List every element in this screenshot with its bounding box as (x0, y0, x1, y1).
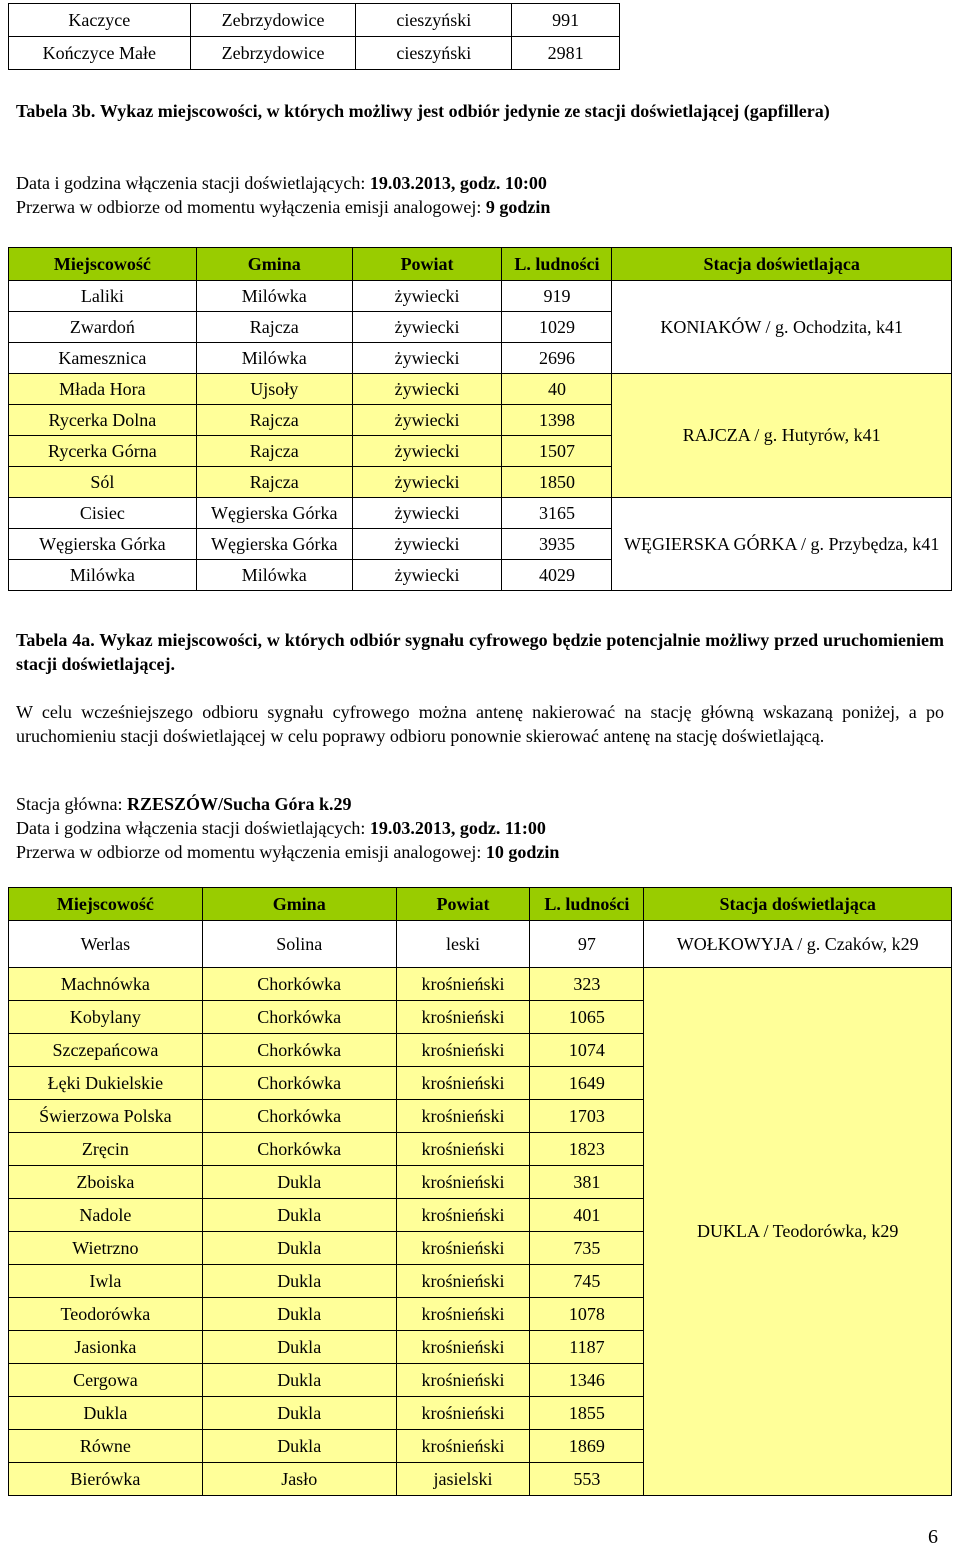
cell-district: krośnieński (396, 1331, 530, 1364)
cell-commune: Chorkówka (202, 1001, 396, 1034)
cell-district: żywiecki (352, 405, 502, 436)
header-locality: Miejscowość (9, 248, 197, 281)
cell-population: 1855 (530, 1397, 644, 1430)
cell-locality: Zwardoń (9, 312, 197, 343)
cell-district: jasielski (396, 1463, 530, 1496)
cell-district: krośnieński (396, 1298, 530, 1331)
break-line-label: Przerwa w odbiorze od momentu wyłączenia emisji analogowej: (16, 197, 486, 217)
cell-district: krośnieński (396, 1232, 530, 1265)
header-locality: Miejscowość (9, 888, 203, 921)
cell-commune: Dukla (202, 1166, 396, 1199)
cell-population: 1398 (502, 405, 612, 436)
cell-commune: Milówka (196, 281, 352, 312)
cell-commune: Jasło (202, 1463, 396, 1496)
tabela-4a-title-text: Tabela 4a. Wykaz miejscowości, w których odbiór sygnału cyfrowego będzie potencjalnie możliwy przed uruchomieniem stacji doświetlającej. (16, 630, 944, 674)
cell-district: krośnieński (396, 1265, 530, 1298)
tabela-4a-break-line (16, 840, 944, 864)
cell-commune: Zebrzydowice (190, 4, 356, 37)
cell-population: 1187 (530, 1331, 644, 1364)
cell-locality: Machnówka (9, 968, 203, 1001)
cell-commune: Rajcza (196, 467, 352, 498)
cell-commune: Dukla (202, 1199, 396, 1232)
tabela-3b-break-line (16, 195, 944, 219)
cell-district: krośnieński (396, 1364, 530, 1397)
cell-commune: Dukla (202, 1298, 396, 1331)
cell-locality: Cisiec (9, 498, 197, 529)
cell-locality: Kobylany (9, 1001, 203, 1034)
cell-commune: Dukla (202, 1232, 396, 1265)
cell-commune: Chorkówka (202, 1100, 396, 1133)
cell-district: krośnieński (396, 1199, 530, 1232)
header-district: Powiat (352, 248, 502, 281)
cell-commune: Dukla (202, 1397, 396, 1430)
table-row (9, 498, 952, 529)
cell-commune: Solina (202, 921, 396, 968)
cell-commune: Chorkówka (202, 1133, 396, 1166)
cell-commune: Zebrzydowice (190, 37, 356, 70)
table-row (9, 374, 952, 405)
date-line-value: 19.03.2013, godz. 10:00 (369, 173, 547, 193)
cell-population: 1850 (502, 467, 612, 498)
tabela-4a-paragraph (16, 700, 944, 748)
cell-population: 3935 (502, 529, 612, 560)
cell-population: 1346 (530, 1364, 644, 1397)
cell-population: 1065 (530, 1001, 644, 1034)
cell-population: 4029 (502, 560, 612, 591)
cell-district: krośnieński (396, 1001, 530, 1034)
cell-district: żywiecki (352, 312, 502, 343)
cell-locality: Nadole (9, 1199, 203, 1232)
cell-locality: Iwla (9, 1265, 203, 1298)
cell-locality: Kaczyce (9, 4, 191, 37)
cell-district: żywiecki (352, 529, 502, 560)
cell-population: 1649 (530, 1067, 644, 1100)
cell-population: 991 (512, 4, 620, 37)
date-line-value: 19.03.2013, godz. 11:00 (369, 818, 546, 838)
cell-population: 1703 (530, 1100, 644, 1133)
cell-population: 1074 (530, 1034, 644, 1067)
cell-district: krośnieński (396, 968, 530, 1001)
tabela-4a-date-line (16, 816, 944, 840)
cell-locality: Teodorówka (9, 1298, 203, 1331)
cell-locality: Rycerka Dolna (9, 405, 197, 436)
cell-locality: Zboiska (9, 1166, 203, 1199)
cell-population: 919 (502, 281, 612, 312)
cell-district: cieszyński (356, 37, 512, 70)
table-row (9, 37, 620, 70)
cell-commune: Chorkówka (202, 1067, 396, 1100)
cell-locality: Milówka (9, 560, 197, 591)
cell-district: krośnieński (396, 1067, 530, 1100)
cell-station: DUKLA / Teodorówka, k29 (644, 968, 952, 1496)
cell-population: 323 (530, 968, 644, 1001)
cell-locality: Bierówka (9, 1463, 203, 1496)
cell-commune: Rajcza (196, 312, 352, 343)
header-population: L. ludności (530, 888, 644, 921)
header-station: Stacja doświetlająca (644, 888, 952, 921)
cell-population: 401 (530, 1199, 644, 1232)
cell-population: 1507 (502, 436, 612, 467)
cell-population: 735 (530, 1232, 644, 1265)
cell-station: WĘGIERSKA GÓRKA / g. Przybędza, k41 (612, 498, 952, 591)
top-table (8, 3, 620, 70)
cell-population: 553 (530, 1463, 644, 1496)
cell-population: 745 (530, 1265, 644, 1298)
cell-locality: Kończyce Małe (9, 37, 191, 70)
cell-district: krośnieński (396, 1133, 530, 1166)
cell-commune: Dukla (202, 1331, 396, 1364)
cell-population: 3165 (502, 498, 612, 529)
cell-population: 1029 (502, 312, 612, 343)
cell-locality: Laliki (9, 281, 197, 312)
cell-district: krośnieński (396, 1430, 530, 1463)
cell-district: krośnieński (396, 1034, 530, 1067)
table-row (9, 968, 952, 1001)
cell-locality: Dukla (9, 1397, 203, 1430)
main-station-line (16, 792, 944, 816)
cell-commune: Ujsoły (196, 374, 352, 405)
cell-locality: Łęki Dukielskie (9, 1067, 203, 1100)
table-row (9, 4, 620, 37)
cell-district: cieszyński (356, 4, 512, 37)
cell-population: 1823 (530, 1133, 644, 1166)
cell-commune: Chorkówka (202, 1034, 396, 1067)
cell-locality: Cergowa (9, 1364, 203, 1397)
cell-district: leski (396, 921, 530, 968)
tabela-4a-paragraph-text: W celu wcześniejszego odbioru sygnału cyfrowego można antenę nakierować na stację główną wskazaną poniżej, a po uruchomieniu stacji doświetlającej w celu poprawy odbioru ponownie skierować antenę na stację doświetlającą. (16, 702, 944, 746)
cell-locality: Węgierska Górka (9, 529, 197, 560)
cell-district: żywiecki (352, 436, 502, 467)
cell-population: 40 (502, 374, 612, 405)
cell-locality: Kamesznica (9, 343, 197, 374)
cell-district: żywiecki (352, 343, 502, 374)
cell-district: żywiecki (352, 374, 502, 405)
cell-station: KONIAKÓW / g. Ochodzita, k41 (612, 281, 952, 374)
cell-commune: Milówka (196, 560, 352, 591)
cell-population: 1869 (530, 1430, 644, 1463)
header-district: Powiat (396, 888, 530, 921)
cell-station: WOŁKOWYJA / g. Czaków, k29 (644, 921, 952, 968)
break-line-value: 10 godzin (485, 842, 560, 862)
header-station: Stacja doświetlająca (612, 248, 952, 281)
break-line-label: Przerwa w odbiorze od momentu wyłączenia emisji analogowej: (16, 842, 486, 862)
main-station-value: RZESZÓW/Sucha Góra k.29 (126, 794, 352, 814)
tabela-4a-table (8, 887, 952, 1496)
cell-commune: Węgierska Górka (196, 529, 352, 560)
tabela-3b-date-line (16, 171, 944, 195)
main-station-label: Stacja główna: (16, 794, 127, 814)
table-row (9, 281, 952, 312)
cell-district: żywiecki (352, 560, 502, 591)
cell-population: 97 (530, 921, 644, 968)
date-line-label: Data i godzina włączenia stacji doświetlających: (16, 818, 370, 838)
cell-population: 2696 (502, 343, 612, 374)
tabela-3b-title (16, 99, 944, 123)
tabela-3b-title-text: Wykaz miejscowości, w których możliwy jest odbiór jedynie ze stacji doświetlającej (gapfillera) (99, 101, 830, 121)
page-number: 6 (928, 1526, 938, 1548)
cell-locality: Wietrzno (9, 1232, 203, 1265)
cell-locality: Rycerka Górna (9, 436, 197, 467)
cell-commune: Rajcza (196, 405, 352, 436)
cell-commune: Milówka (196, 343, 352, 374)
cell-district: żywiecki (352, 498, 502, 529)
cell-locality: Werlas (9, 921, 203, 968)
header-commune: Gmina (202, 888, 396, 921)
cell-commune: Dukla (202, 1364, 396, 1397)
cell-locality: Jasionka (9, 1331, 203, 1364)
cell-district: krośnieński (396, 1100, 530, 1133)
cell-commune: Dukla (202, 1265, 396, 1298)
cell-locality: Równe (9, 1430, 203, 1463)
cell-locality: Młada Hora (9, 374, 197, 405)
cell-population: 2981 (512, 37, 620, 70)
cell-district: żywiecki (352, 281, 502, 312)
cell-commune: Rajcza (196, 436, 352, 467)
cell-district: żywiecki (352, 467, 502, 498)
tabela-4a-title (16, 628, 944, 676)
tabela-3b-table (8, 247, 952, 591)
date-line-label: Data i godzina włączenia stacji doświetlających: (16, 173, 370, 193)
cell-station: RAJCZA / g. Hutyrów, k41 (612, 374, 952, 498)
cell-commune: Chorkówka (202, 968, 396, 1001)
break-line-value: 9 godzin (485, 197, 551, 217)
header-population: L. ludności (502, 248, 612, 281)
cell-locality: Świerzowa Polska (9, 1100, 203, 1133)
cell-locality: Sól (9, 467, 197, 498)
cell-locality: Szczepańcowa (9, 1034, 203, 1067)
cell-district: krośnieński (396, 1397, 530, 1430)
header-commune: Gmina (196, 248, 352, 281)
cell-commune: Węgierska Górka (196, 498, 352, 529)
cell-population: 1078 (530, 1298, 644, 1331)
cell-population: 381 (530, 1166, 644, 1199)
cell-commune: Dukla (202, 1430, 396, 1463)
cell-locality: Zręcin (9, 1133, 203, 1166)
table-row (9, 921, 952, 968)
cell-district: krośnieński (396, 1166, 530, 1199)
tabela-3b-label: Tabela 3b. (16, 101, 96, 121)
